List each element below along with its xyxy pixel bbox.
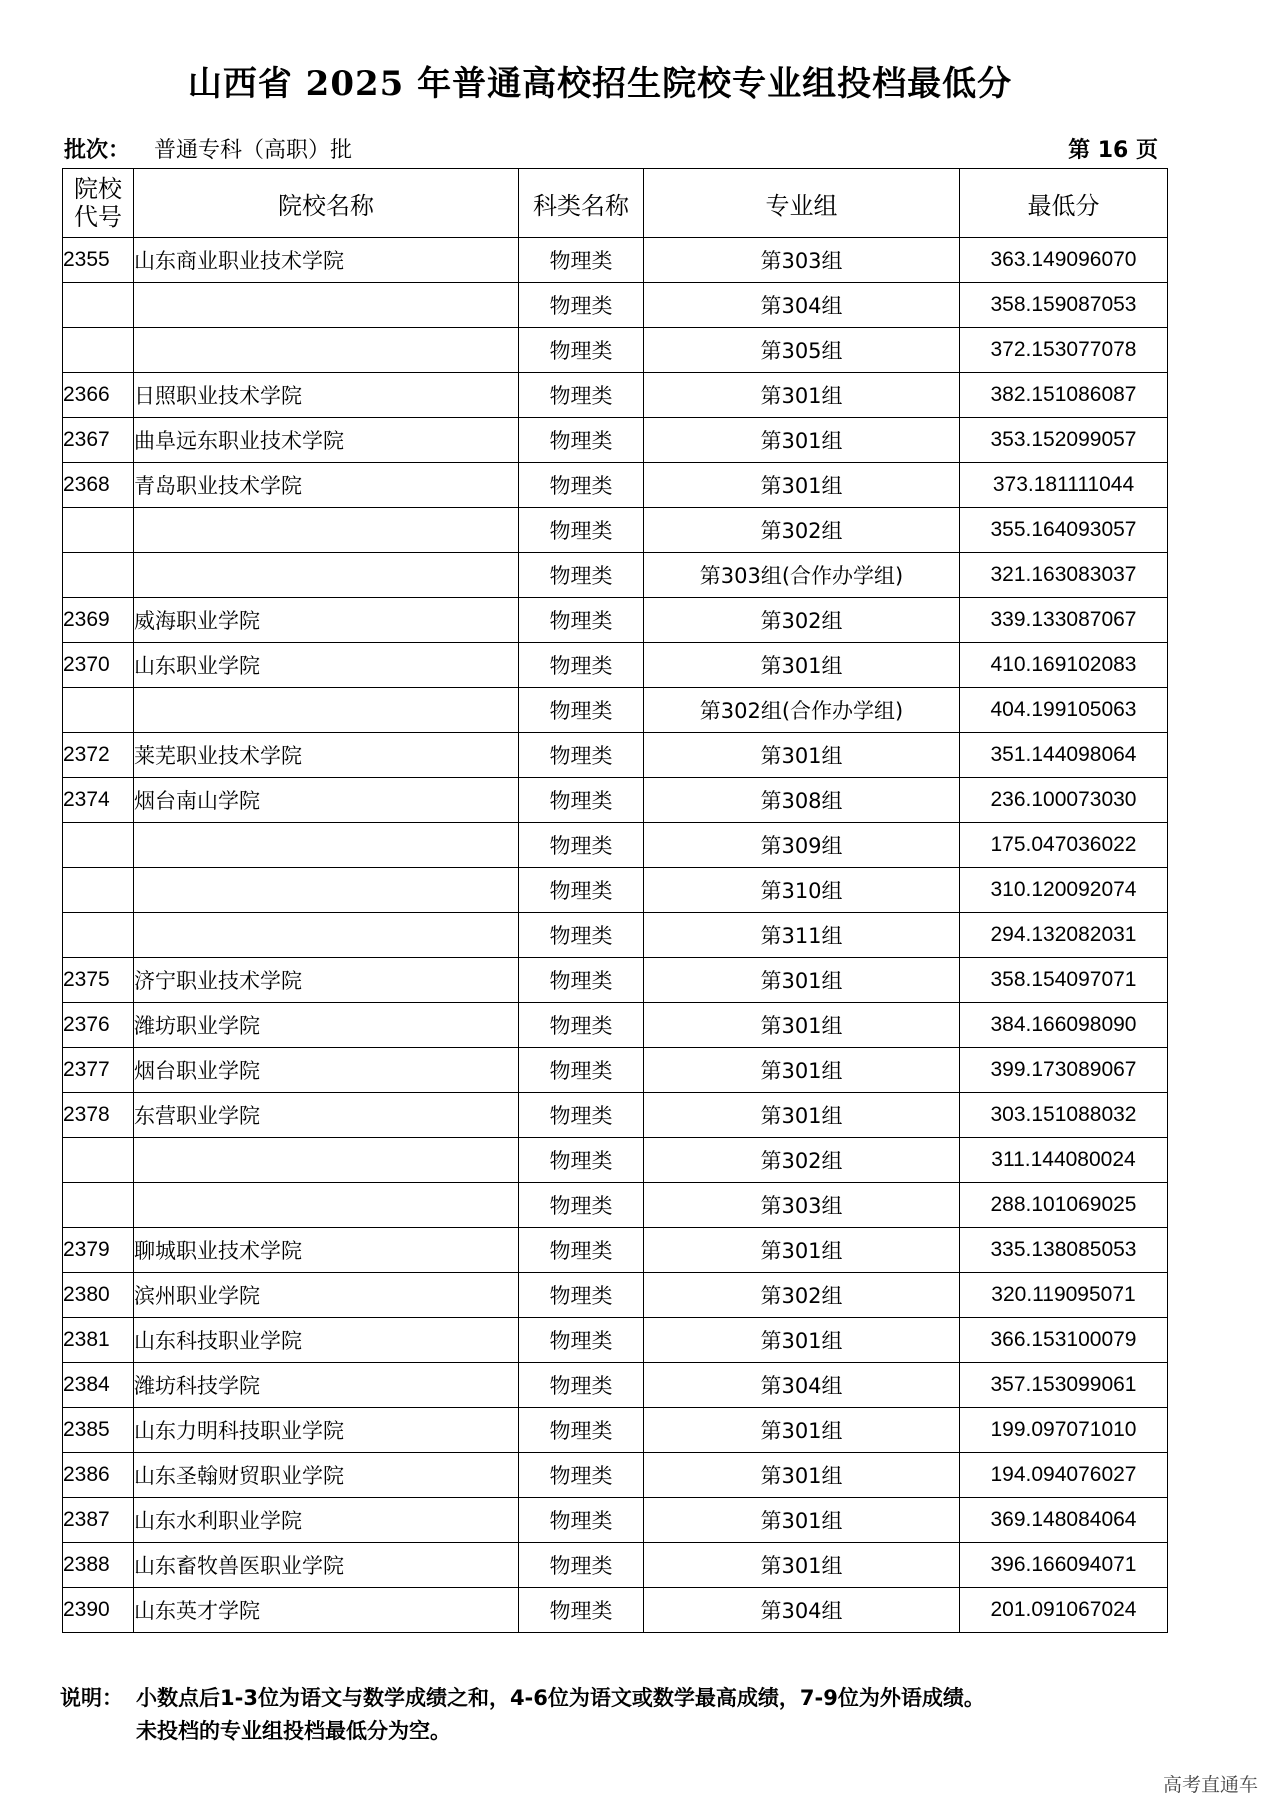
school-code-cell: 2384 — [63, 1363, 134, 1408]
school-code-cell: 2372 — [63, 733, 134, 778]
major-group-cell: 第302组 — [644, 508, 960, 553]
major-group-cell: 第303组 — [644, 1183, 960, 1228]
table-row — [63, 1048, 1168, 1093]
min-score-cell: 303.151088032 — [960, 1093, 1168, 1138]
min-score-cell: 372.153077078 — [960, 328, 1168, 373]
school-name-cell: 山东圣翰财贸职业学院 — [134, 1453, 519, 1498]
subject-type-cell: 物理类 — [519, 1093, 644, 1138]
school-code-cell: 2376 — [63, 1003, 134, 1048]
subject-type-cell: 物理类 — [519, 1318, 644, 1363]
subject-type-cell: 物理类 — [519, 733, 644, 778]
footnote-line-1: 小数点后1-3位为语文与数学成绩之和，4-6位为语文或数学最高成绩，7-9位为外语成绩。 — [136, 1686, 985, 1710]
school-code-cell — [63, 1138, 134, 1183]
batch-value: 普通专科（高职）批 — [154, 138, 353, 163]
major-group-cell: 第302组 — [644, 1273, 960, 1318]
school-name-cell: 山东英才学院 — [134, 1588, 519, 1633]
table-row — [63, 238, 1168, 283]
school-name-cell: 烟台职业学院 — [134, 1048, 519, 1093]
subject-type-cell: 物理类 — [519, 1408, 644, 1453]
major-group-cell: 第304组 — [644, 1363, 960, 1408]
school-code-cell: 2366 — [63, 373, 134, 418]
school-name-cell: 滨州职业学院 — [134, 1273, 519, 1318]
min-score-cell: 310.120092074 — [960, 868, 1168, 913]
min-score-cell: 410.169102083 — [960, 643, 1168, 688]
score-table — [62, 168, 1168, 1633]
table-row — [63, 1588, 1168, 1633]
min-score-cell: 175.047036022 — [960, 823, 1168, 868]
subject-type-cell: 物理类 — [519, 598, 644, 643]
min-score-cell: 311.144080024 — [960, 1138, 1168, 1183]
school-code-cell — [63, 913, 134, 958]
school-name-cell: 东营职业学院 — [134, 1093, 519, 1138]
major-group-cell: 第301组 — [644, 958, 960, 1003]
subject-type-cell: 物理类 — [519, 373, 644, 418]
min-score-cell: 399.173089067 — [960, 1048, 1168, 1093]
batch-label: 批次： — [64, 138, 131, 163]
major-group-cell: 第302组(合作办学组) — [644, 688, 960, 733]
subject-type-cell: 物理类 — [519, 1048, 644, 1093]
school-code-cell: 2390 — [63, 1588, 134, 1633]
table-row — [63, 913, 1168, 958]
table-row — [63, 778, 1168, 823]
subject-type-cell: 物理类 — [519, 1363, 644, 1408]
school-name-cell: 潍坊科技学院 — [134, 1363, 519, 1408]
table-row — [63, 1138, 1168, 1183]
col-header-name: 院校名称 — [134, 169, 519, 238]
school-code-cell: 2375 — [63, 958, 134, 1003]
table-row — [63, 1408, 1168, 1453]
min-score-cell: 382.151086087 — [960, 373, 1168, 418]
table-row — [63, 688, 1168, 733]
subject-type-cell: 物理类 — [519, 553, 644, 598]
min-score-cell: 353.152099057 — [960, 418, 1168, 463]
school-code-cell — [63, 1183, 134, 1228]
min-score-cell: 369.148084064 — [960, 1498, 1168, 1543]
col-header-group: 专业组 — [644, 169, 960, 238]
subject-type-cell: 物理类 — [519, 328, 644, 373]
school-code-cell: 2386 — [63, 1453, 134, 1498]
school-name-cell: 山东力明科技职业学院 — [134, 1408, 519, 1453]
min-score-cell: 201.091067024 — [960, 1588, 1168, 1633]
major-group-cell: 第302组 — [644, 1138, 960, 1183]
school-name-cell: 山东科技职业学院 — [134, 1318, 519, 1363]
school-name-cell: 聊城职业技术学院 — [134, 1228, 519, 1273]
watermark: 高考直通车 — [1162, 1774, 1258, 1796]
major-group-cell: 第301组 — [644, 733, 960, 778]
school-code-cell: 2368 — [63, 463, 134, 508]
school-name-cell — [134, 553, 519, 598]
subject-type-cell: 物理类 — [519, 958, 644, 1003]
min-score-cell: 351.144098064 — [960, 733, 1168, 778]
table-row — [63, 1453, 1168, 1498]
school-name-cell — [134, 913, 519, 958]
school-code-cell: 2369 — [63, 598, 134, 643]
major-group-cell: 第301组 — [644, 418, 960, 463]
major-group-cell: 第301组 — [644, 1048, 960, 1093]
school-name-cell: 山东畜牧兽医职业学院 — [134, 1543, 519, 1588]
school-name-cell — [134, 1183, 519, 1228]
subject-type-cell: 物理类 — [519, 913, 644, 958]
min-score-cell: 358.159087053 — [960, 283, 1168, 328]
table-row — [63, 1318, 1168, 1363]
school-code-cell: 2370 — [63, 643, 134, 688]
school-code-cell: 2378 — [63, 1093, 134, 1138]
subject-type-cell: 物理类 — [519, 1498, 644, 1543]
major-group-cell: 第304组 — [644, 1588, 960, 1633]
major-group-cell: 第303组 — [644, 238, 960, 283]
school-code-cell: 2387 — [63, 1498, 134, 1543]
school-name-cell — [134, 1138, 519, 1183]
table-row — [63, 328, 1168, 373]
col-header-code: 院校 代号 — [63, 169, 134, 238]
major-group-cell: 第303组(合作办学组) — [644, 553, 960, 598]
subject-type-cell: 物理类 — [519, 823, 644, 868]
major-group-cell: 第302组 — [644, 598, 960, 643]
subject-type-cell: 物理类 — [519, 1588, 644, 1633]
subject-type-cell: 物理类 — [519, 1543, 644, 1588]
table-row — [63, 1543, 1168, 1588]
min-score-cell: 335.138085053 — [960, 1228, 1168, 1273]
min-score-cell: 236.100073030 — [960, 778, 1168, 823]
table-row — [63, 733, 1168, 778]
major-group-cell: 第301组 — [644, 1498, 960, 1543]
school-name-cell — [134, 508, 519, 553]
subject-type-cell: 物理类 — [519, 1003, 644, 1048]
subject-type-cell: 物理类 — [519, 688, 644, 733]
table-row — [63, 1363, 1168, 1408]
subject-type-cell: 物理类 — [519, 463, 644, 508]
table-row — [63, 1093, 1168, 1138]
min-score-cell: 199.097071010 — [960, 1408, 1168, 1453]
min-score-cell: 373.181111044 — [960, 463, 1168, 508]
major-group-cell: 第301组 — [644, 1543, 960, 1588]
major-group-cell: 第309组 — [644, 823, 960, 868]
table-header-row — [63, 169, 1168, 238]
school-name-cell — [134, 823, 519, 868]
min-score-cell: 321.163083037 — [960, 553, 1168, 598]
min-score-cell: 404.199105063 — [960, 688, 1168, 733]
major-group-cell: 第301组 — [644, 373, 960, 418]
min-score-cell: 357.153099061 — [960, 1363, 1168, 1408]
table-row — [63, 598, 1168, 643]
school-name-cell: 山东商业职业技术学院 — [134, 238, 519, 283]
major-group-cell: 第301组 — [644, 1408, 960, 1453]
table-row — [63, 508, 1168, 553]
subject-type-cell: 物理类 — [519, 238, 644, 283]
school-code-cell: 2367 — [63, 418, 134, 463]
table-row — [63, 463, 1168, 508]
major-group-cell: 第305组 — [644, 328, 960, 373]
school-code-cell: 2374 — [63, 778, 134, 823]
school-name-cell: 日照职业技术学院 — [134, 373, 519, 418]
subject-type-cell: 物理类 — [519, 508, 644, 553]
footnote-label: 说明： — [60, 1686, 123, 1710]
school-code-cell: 2381 — [63, 1318, 134, 1363]
school-code-cell: 2355 — [63, 238, 134, 283]
min-score-cell: 355.164093057 — [960, 508, 1168, 553]
school-name-cell: 潍坊职业学院 — [134, 1003, 519, 1048]
min-score-cell: 396.166094071 — [960, 1543, 1168, 1588]
table-row — [63, 1273, 1168, 1318]
major-group-cell: 第301组 — [644, 463, 960, 508]
school-code-cell — [63, 823, 134, 868]
school-name-cell — [134, 868, 519, 913]
min-score-cell: 384.166098090 — [960, 1003, 1168, 1048]
major-group-cell: 第310组 — [644, 868, 960, 913]
school-code-cell: 2388 — [63, 1543, 134, 1588]
min-score-cell: 366.153100079 — [960, 1318, 1168, 1363]
table-row — [63, 958, 1168, 1003]
school-code-cell: 2379 — [63, 1228, 134, 1273]
subject-type-cell: 物理类 — [519, 283, 644, 328]
major-group-cell: 第301组 — [644, 1003, 960, 1048]
min-score-cell: 194.094076027 — [960, 1453, 1168, 1498]
col-header-type: 科类名称 — [519, 169, 644, 238]
min-score-cell: 363.149096070 — [960, 238, 1168, 283]
school-code-cell — [63, 868, 134, 913]
table-body — [63, 238, 1168, 1633]
major-group-cell: 第308组 — [644, 778, 960, 823]
school-name-cell: 威海职业学院 — [134, 598, 519, 643]
major-group-cell: 第301组 — [644, 1093, 960, 1138]
school-code-cell — [63, 283, 134, 328]
subject-type-cell: 物理类 — [519, 643, 644, 688]
school-name-cell: 山东职业学院 — [134, 643, 519, 688]
table-row — [63, 1228, 1168, 1273]
table-row — [63, 1498, 1168, 1543]
subject-type-cell: 物理类 — [519, 1138, 644, 1183]
school-name-cell: 青岛职业技术学院 — [134, 463, 519, 508]
table-row — [63, 643, 1168, 688]
subject-type-cell: 物理类 — [519, 418, 644, 463]
subject-type-cell: 物理类 — [519, 778, 644, 823]
school-code-cell — [63, 328, 134, 373]
major-group-cell: 第301组 — [644, 1453, 960, 1498]
col-header-score: 最低分 — [960, 169, 1168, 238]
table-row — [63, 1183, 1168, 1228]
school-name-cell: 莱芜职业技术学院 — [134, 733, 519, 778]
min-score-cell: 294.132082031 — [960, 913, 1168, 958]
table-row — [63, 283, 1168, 328]
table-row — [63, 553, 1168, 598]
school-name-cell: 曲阜远东职业技术学院 — [134, 418, 519, 463]
school-name-cell: 山东水利职业学院 — [134, 1498, 519, 1543]
table-row — [63, 868, 1168, 913]
major-group-cell: 第304组 — [644, 283, 960, 328]
footnote-line-2: 未投档的专业组投档最低分为空。 — [136, 1719, 451, 1743]
subject-type-cell: 物理类 — [519, 1228, 644, 1273]
school-code-cell: 2377 — [63, 1048, 134, 1093]
school-code-cell: 2380 — [63, 1273, 134, 1318]
page-title: 山西省 2025 年普通高校招生院校专业组投档最低分 — [187, 64, 1013, 104]
school-name-cell: 烟台南山学院 — [134, 778, 519, 823]
min-score-cell: 358.154097071 — [960, 958, 1168, 1003]
major-group-cell: 第301组 — [644, 643, 960, 688]
subject-type-cell: 物理类 — [519, 1273, 644, 1318]
page-number: 第 16 页 — [1068, 138, 1158, 163]
table-row — [63, 1003, 1168, 1048]
min-score-cell: 320.119095071 — [960, 1273, 1168, 1318]
table-row — [63, 823, 1168, 868]
min-score-cell: 339.133087067 — [960, 598, 1168, 643]
table-row — [63, 418, 1168, 463]
school-code-cell — [63, 688, 134, 733]
subject-type-cell: 物理类 — [519, 868, 644, 913]
subject-type-cell: 物理类 — [519, 1183, 644, 1228]
major-group-cell: 第301组 — [644, 1318, 960, 1363]
table-row — [63, 373, 1168, 418]
school-name-cell — [134, 283, 519, 328]
major-group-cell: 第311组 — [644, 913, 960, 958]
school-code-cell — [63, 508, 134, 553]
min-score-cell: 288.101069025 — [960, 1183, 1168, 1228]
school-code-cell — [63, 553, 134, 598]
school-name-cell: 济宁职业技术学院 — [134, 958, 519, 1003]
batch-header — [64, 133, 1158, 167]
school-name-cell — [134, 328, 519, 373]
school-name-cell — [134, 688, 519, 733]
major-group-cell: 第301组 — [644, 1228, 960, 1273]
subject-type-cell: 物理类 — [519, 1453, 644, 1498]
school-code-cell: 2385 — [63, 1408, 134, 1453]
